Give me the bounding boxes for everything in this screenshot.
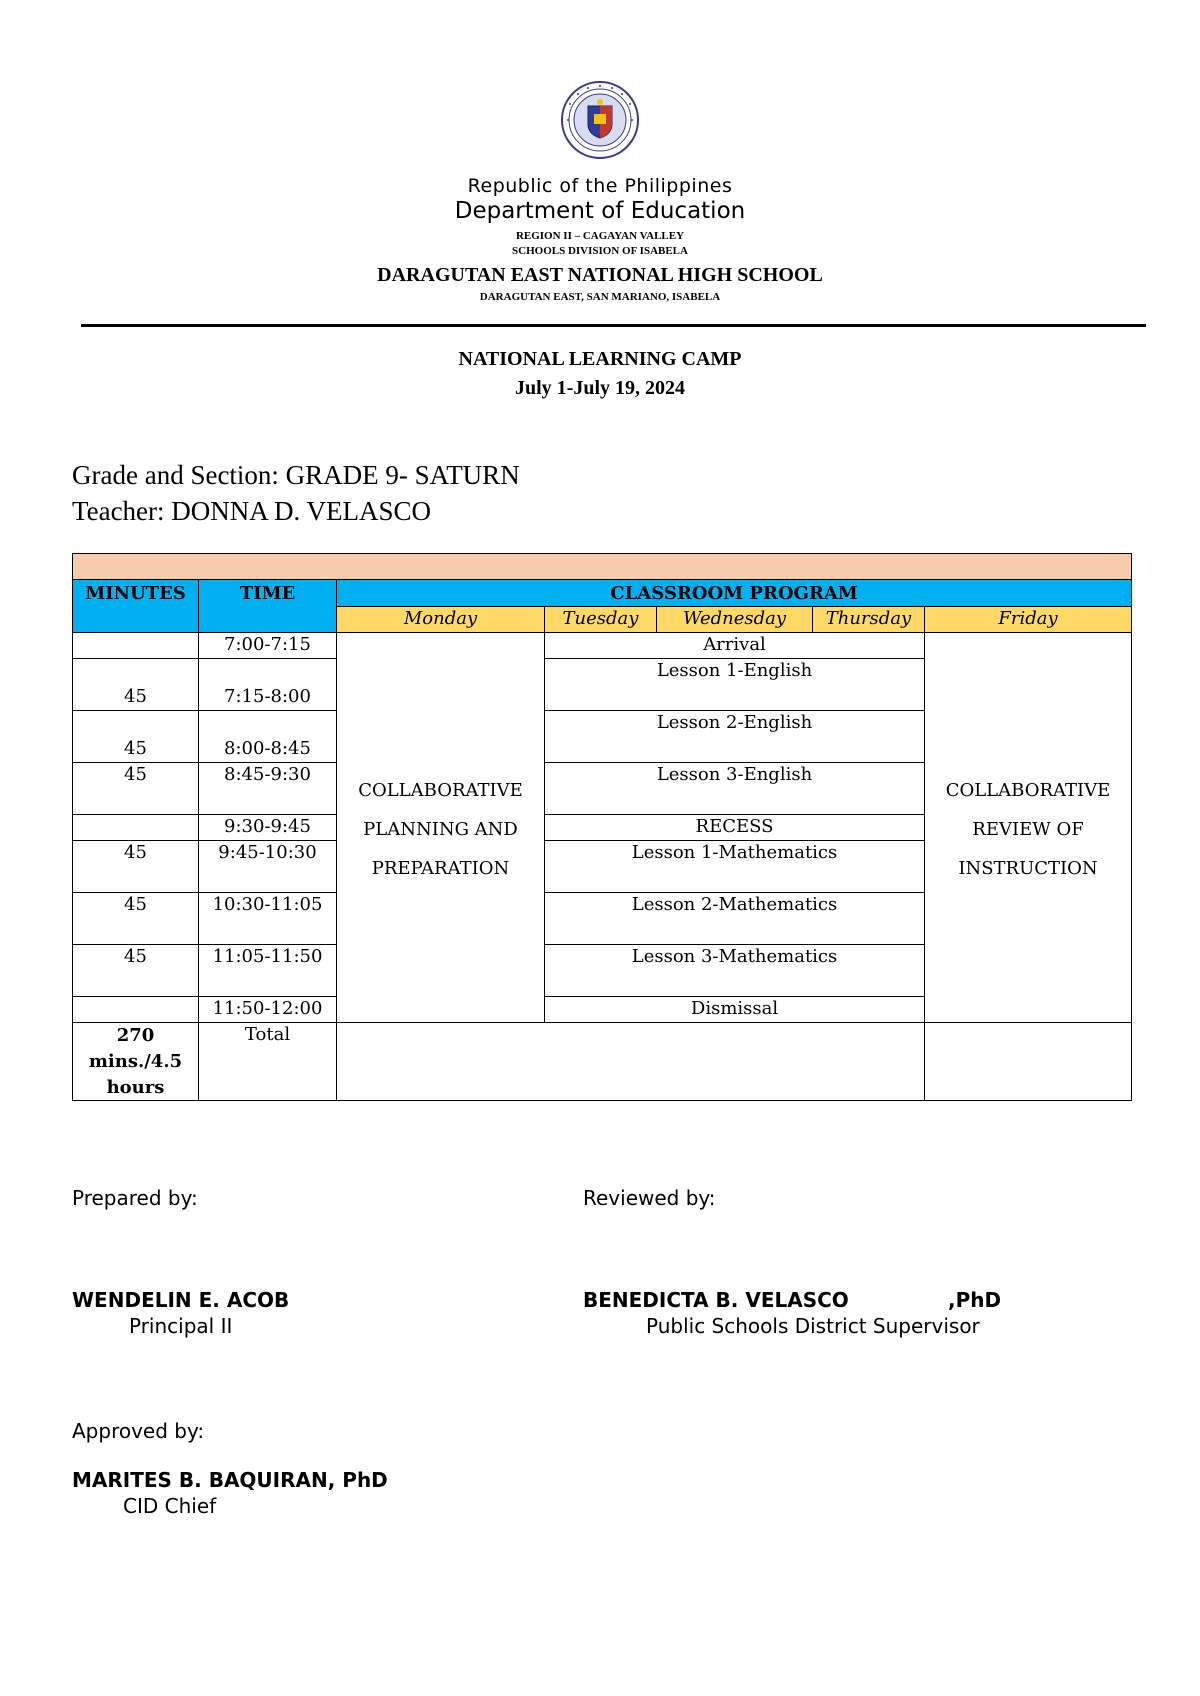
activity-cell: RECESS — [544, 815, 924, 841]
activity-cell: Lesson 2-Mathematics — [544, 893, 924, 945]
time-cell: 9:45-10:30 — [198, 841, 336, 893]
reviewed-by-name: BENEDICTA B. VELASCO — [583, 1288, 849, 1312]
friday-block-line: COLLABORATIVE — [945, 780, 1111, 801]
minutes-cell: 45 — [72, 893, 198, 945]
total-minutes-cell — [72, 1023, 198, 1101]
minutes-cell: 45 — [72, 659, 198, 711]
division-line: SCHOOLS DIVISION OF ISABELA — [512, 245, 688, 257]
approved-by-title: CID Chief — [123, 1494, 217, 1518]
minutes-header: MINUTES — [72, 579, 198, 633]
day-header-friday: Friday — [924, 607, 1132, 633]
total-friday-cell — [924, 1023, 1132, 1101]
day-header-wednesday: Wednesday — [656, 607, 812, 633]
department-name: Department of Education — [454, 198, 746, 224]
minutes-cell: 45 — [72, 945, 198, 997]
school-name: DARAGUTAN EAST NATIONAL HIGH SCHOOL — [377, 264, 823, 286]
monday-block-line: PREPARATION — [371, 858, 510, 879]
monday-block-line: PLANNING AND — [363, 819, 518, 840]
monday-collaborative-block — [336, 633, 544, 1023]
reviewed-by-suffix: ,PhD — [948, 1288, 1002, 1312]
day-header-tuesday: Tuesday — [544, 607, 656, 633]
total-minutes-line: hours — [106, 1077, 165, 1098]
activity-cell: Lesson 1-English — [544, 659, 924, 711]
total-blank-cell — [336, 1023, 924, 1101]
activity-cell: Lesson 1-Mathematics — [544, 841, 924, 893]
prepared-by-title: Principal II — [129, 1314, 233, 1338]
day-header-thursday: Thursday — [812, 607, 924, 633]
minutes-cell — [72, 997, 198, 1023]
friday-block-line: REVIEW OF — [972, 819, 1084, 840]
minutes-cell — [72, 633, 198, 659]
total-label-cell: Total — [198, 1023, 336, 1101]
day-header-monday: Monday — [336, 607, 544, 633]
reviewed-by-label: Reviewed by: — [583, 1186, 716, 1210]
minutes-cell: 45 — [72, 841, 198, 893]
approved-by-label: Approved by: — [72, 1419, 205, 1443]
teacher-name: Teacher: DONNA D. VELASCO — [72, 496, 432, 526]
classroom-program-header: CLASSROOM PROGRAM — [336, 579, 1132, 607]
school-address: DARAGUTAN EAST, SAN MARIANO, ISABELA — [479, 291, 721, 303]
activity-cell: Arrival — [544, 633, 924, 659]
time-cell: 11:50-12:00 — [198, 997, 336, 1023]
reviewed-by-title: Public Schools District Supervisor — [646, 1314, 980, 1338]
republic-line: Republic of the Philippines — [467, 175, 733, 197]
activity-cell: Lesson 3-English — [544, 763, 924, 815]
time-cell: 8:00-8:45 — [198, 711, 336, 763]
total-minutes-line: mins./4.5 — [88, 1051, 183, 1072]
time-cell: 10:30-11:05 — [198, 893, 336, 945]
time-header: TIME — [198, 579, 336, 633]
time-cell: 11:05-11:50 — [198, 945, 336, 997]
header-divider — [81, 324, 1146, 327]
program-title: NATIONAL LEARNING CAMP — [458, 348, 742, 370]
minutes-cell: 45 — [72, 711, 198, 763]
time-cell: 7:00-7:15 — [198, 633, 336, 659]
program-dates: July 1-July 19, 2024 — [514, 377, 686, 399]
friday-block-line: INSTRUCTION — [958, 858, 1098, 879]
deped-seal-logo — [560, 80, 640, 160]
minutes-cell — [72, 815, 198, 841]
approved-by-name: MARITES B. BAQUIRAN, PhD — [72, 1468, 388, 1492]
time-cell: 8:45-9:30 — [198, 763, 336, 815]
table-top-band — [72, 553, 1132, 579]
activity-cell: Lesson 2-English — [544, 711, 924, 763]
prepared-by-name: WENDELIN E. ACOB — [72, 1288, 290, 1312]
region-line: REGION II – CAGAYAN VALLEY — [515, 230, 685, 242]
time-cell: 7:15-8:00 — [198, 659, 336, 711]
monday-block-line: COLLABORATIVE — [358, 780, 523, 801]
grade-section: Grade and Section: GRADE 9- SATURN — [72, 460, 520, 490]
total-minutes-line: 270 — [116, 1025, 155, 1046]
time-cell: 9:30-9:45 — [198, 815, 336, 841]
friday-collaborative-block — [924, 633, 1132, 1023]
prepared-by-label: Prepared by: — [72, 1186, 198, 1210]
activity-cell: Dismissal — [544, 997, 924, 1023]
activity-cell: Lesson 3-Mathematics — [544, 945, 924, 997]
minutes-cell: 45 — [72, 763, 198, 815]
